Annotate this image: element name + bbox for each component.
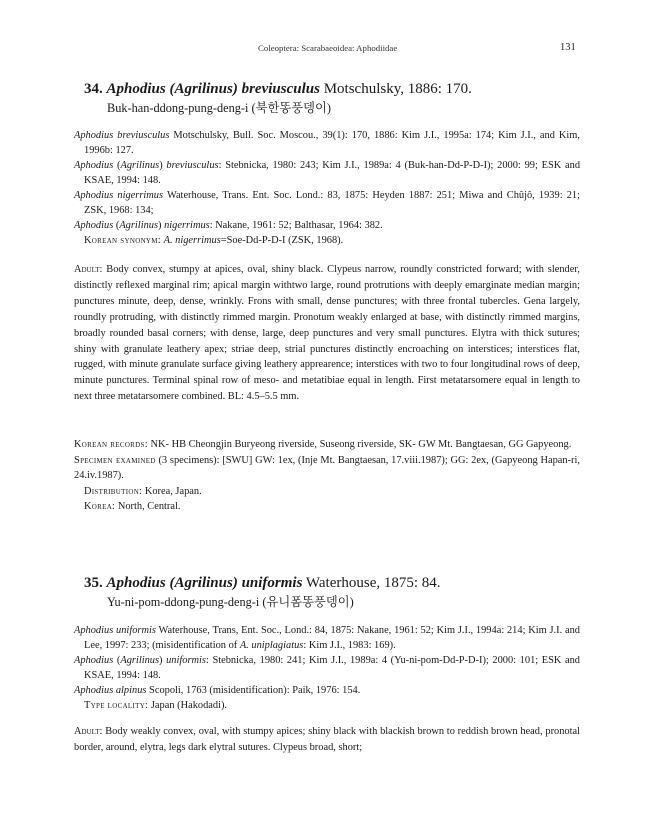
synonymy-entry: Aphodius (Agrilinus) nigerrimus: Nakane, 1961: 52; Balthasar, 1964: 382.	[74, 220, 383, 231]
author-citation: Motschulsky, 1886: 170.	[323, 81, 472, 97]
korean-records: Korean records: NK- HB Cheongjin Buryeong riverside, Suseong riverside, SK- GW Mt. Bangtaesan, GG Gapyeong.	[74, 439, 572, 450]
adult-label: Adult:	[74, 264, 103, 275]
species-34-adult-description	[74, 262, 580, 405]
species-34-synonymy	[74, 128, 580, 248]
species-epithet: breviusculus	[241, 81, 320, 97]
distribution: Distribution: Korea, Japan.	[84, 485, 202, 497]
subgenus-name: Agrilinus	[174, 81, 233, 97]
species-epithet: uniformis	[241, 575, 303, 591]
species-number: 35.	[84, 575, 103, 591]
adult-text: Body convex, stumpy at apices, oval, shiny black. Clypeus narrow, roundly constricted forward; with slender, distinctly reflexed marginal rim; apical margin withtwo large, round protrutions with deeply emarginate median margin; punctures minute, deep, dense, wrinkly. Frons with small, dense punctures; with three frontal tubercles. Gena largely, roundly protruding, with distinctly rimmed margin. Pronotum weakly enlarged at base, with distinctly rimmed margins, broadly rounded basal corners; with dense, large, deep punctures and very small punctures. Elytra with thick sutures; shiny with granulate leathery apex; striae deep, strial punctures distinctly encroaching on interstices; interstices flat, rugged, with minute granulate surface giving leathery apprearence; interstices with two to four longitudinal rows of deep, minute punctures. Terminal spinal row of meso- and metatibiae equal in length. First metatarsomere equal in length to next three metatarsomere combined. BL: 4.5–5.5 mm.	[74, 264, 580, 403]
adult-label: Adult:	[74, 726, 103, 737]
species-35-adult-description	[74, 724, 580, 756]
synonymy-entry: Aphodius uniformis Waterhouse, Trans, Ent. Soc., Lond.: 84, 1875: Nakane, 1961: 52; Kim J.I., 1994a: 214; Kim J.I. and Lee, 1997: 233; (misidentification of A. uniplagiatus: Kim J.I., 1983: 169).	[74, 625, 580, 651]
synonymy-entry: Aphodius breviusculus Motschulsky, Bull. Soc. Moscou., 39(1): 170, 1886: Kim J.I., 1995a: 174; Kim J.I., and Kim, 1996b: 127.	[74, 130, 580, 156]
subgenus-name: Agrilinus	[174, 575, 233, 591]
korean-romanized-name: Buk-han-ddong-pung-deng-i	[107, 101, 249, 115]
synonymy-entry: Aphodius (Agrilinus) uniformis: Stebnicka, 1980: 241; Kim J.I., 1989a: 4 (Yu-ni-pom-Dd-P-D-I); 2000: 101; ESK and KSAE, 1994: 148.	[74, 655, 581, 681]
species-34-heading: 34. Aphodius (Agrilinus) breviusculus Motschulsky, 1886: 170. Buk-han-ddong-pung-deng-i (북한똥풍뎅이)	[84, 81, 472, 115]
running-header	[0, 43, 652, 57]
species-35-synonymy	[74, 623, 580, 713]
running-header-title: Coleoptera: Scarabaeoidea: Aphodiidae	[258, 43, 398, 53]
korean-hangul-name: (북한똥풍뎅이)	[251, 101, 331, 115]
korean-romanized-name: Yu-ni-pom-ddong-pung-deng-i	[107, 595, 260, 609]
page-number: 131	[560, 42, 576, 53]
korea-range: Korea: North, Central.	[84, 501, 181, 513]
korean-synonym-row: Korean synonym: A. nigerrimus=Soe-Dd-P-D-I (ZSK, 1968).	[84, 235, 344, 246]
type-locality-row: Type locality: Japan (Hakodadi).	[84, 700, 228, 711]
genus-name: Aphodius	[106, 575, 166, 591]
synonymy-entry: Aphodius alpinus Scopoli, 1763 (misidentification): Paik, 1976: 154.	[74, 685, 361, 696]
korean-hangul-name: (유니폼똥풍뎅이)	[262, 595, 354, 609]
author-citation: Waterhouse, 1875: 84.	[305, 575, 441, 591]
genus-name: Aphodius	[106, 81, 166, 97]
synonymy-entry: Aphodius (Agrilinus) breviusculus: Stebnicka, 1980: 243; Kim J.I., 1989a: 4 (Buk-han-Dd-P-D-I); 2000: 99; ESK and KSAE, 1994: 148.	[74, 160, 581, 186]
species-34-records	[74, 437, 580, 515]
species-number: 34.	[84, 81, 103, 97]
species-35-heading: 35. Aphodius (Agrilinus) uniformis Waterhouse, 1875: 84. Yu-ni-pom-ddong-pung-deng-i (유니폼똥풍뎅이)	[84, 575, 441, 609]
specimens-examined: Specimen examined (3 specimens): [SWU] GW: 1ex, (Inje Mt. Bangtaesan, 17.viii.1987); GG: 2ex, (Gapyeong Hapan-ri, 24.iv.1987).	[74, 454, 580, 482]
synonymy-entry: Aphodius nigerrimus Waterhouse, Trans. Ent. Soc. Lond.: 83, 1875: Heyden 1887: 251; Miwa and Chûjô, 1939: 21; ZSK, 1968: 134;	[74, 190, 580, 216]
adult-text: Body weakly convex, oval, with stumpy apices; shiny black with blackish brown to reddish brown head, pronotal border, around, elytra, legs dark elytral sutures. Clypeus broad, short;	[74, 726, 580, 753]
